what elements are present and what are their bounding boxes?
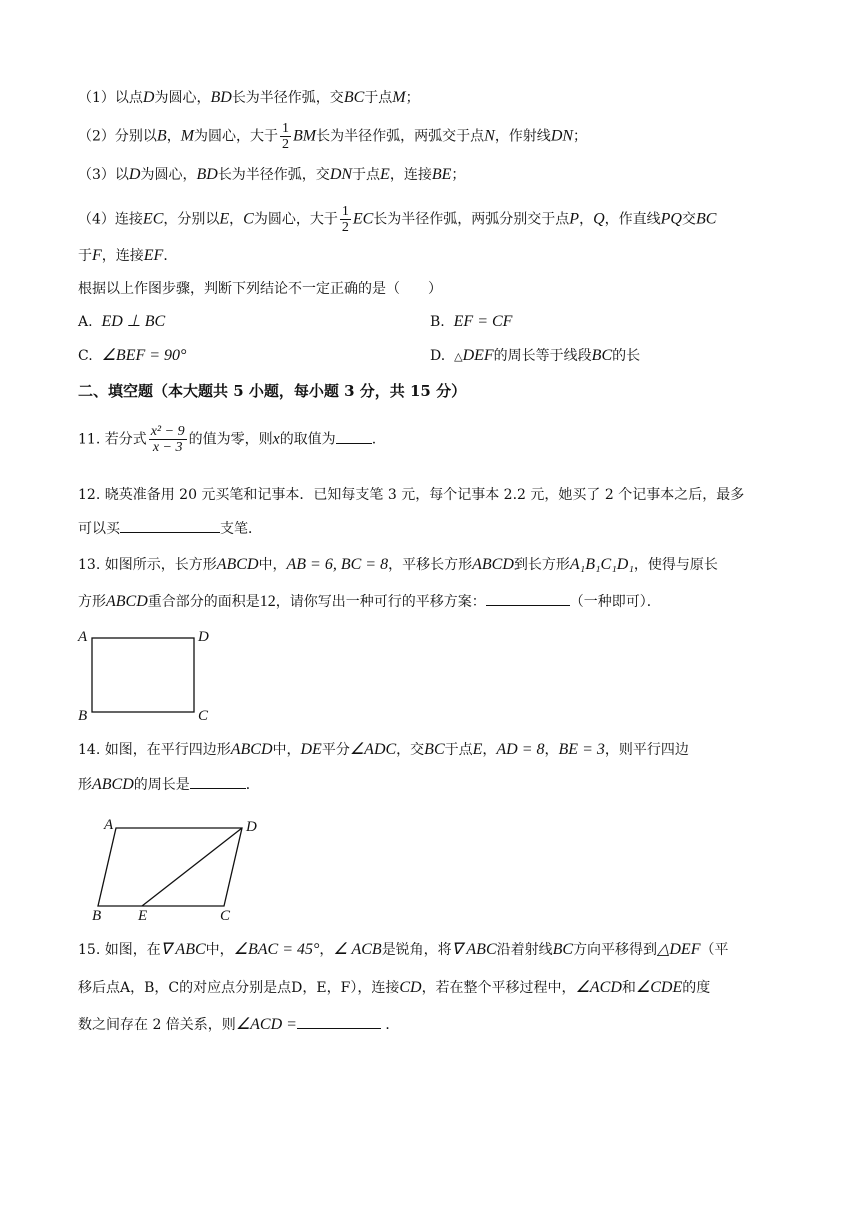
parallelogram-figure xyxy=(86,816,276,926)
option-a: A. ED ⊥ BC xyxy=(78,313,166,330)
rectangle-figure xyxy=(74,626,224,726)
option-d: D. △DEF的周长等于线段BC的长 xyxy=(430,347,641,364)
fraction-half: $\frac{1}{2}$ xyxy=(341,204,349,235)
fraction-half: $\frac{1}{2}$ xyxy=(282,121,290,152)
label-a: A xyxy=(78,629,88,645)
q12-line-2: 可以买 支笔． xyxy=(78,518,262,539)
q14-line-1: 14. 如图，在平行四边形ABCD中，DE平分∠ADC，交BC于点E，AD = 8，BE = 3，则平行四边 xyxy=(78,741,689,758)
step-3: （3）以D为圆心，BD长为半径作弧，交DN于点E，连接BE； xyxy=(78,166,466,183)
q15-line-1: 15. 如图，在∇ ABC中，∠BAC = 45°，∠ ACB是锐角，将∇ ABC沿着射线BC方向平移得到△DEF（平 xyxy=(78,941,729,958)
q11: 11. 若分式 $\frac{\text{x² − 9}}{x - 3}$ 的值为零，则x的取值为 . xyxy=(78,424,377,455)
answer-blank xyxy=(297,1014,381,1029)
q15-line-3: 数之间存在 2 倍关系，则∠ACD = ． xyxy=(78,1016,400,1033)
q14-line-2: 形ABCD的周长是 ． xyxy=(78,776,260,793)
label-a: A xyxy=(104,817,114,833)
section-heading: 二、填空题（本大题共 5 小题，每小题 3 分，共 15 分） xyxy=(78,382,467,400)
step-4-line-1: （4）连接EC，分别以E，C为圆心，大于 $\frac{1}{2}$ EC长为半径作弧，两弧分别交于点P，Q，作直线PQ交BC xyxy=(78,204,717,235)
step-1: （1）以点D为圆心，BD长为半径作弧，交BC于点M； xyxy=(78,89,420,106)
answer-blank xyxy=(120,518,220,533)
label-e: E xyxy=(138,908,148,924)
fraction-expression: $\frac{\text{x² − 9}}{x - 3}$ xyxy=(150,424,185,455)
answer-blank xyxy=(336,429,372,444)
q13-line-2: 方形ABCD重合部分的面积是12，请你写出一种可行的平移方案： （一种即可）． xyxy=(78,593,661,610)
q13-line-1: 13. 如图所示，长方形ABCD中，AB = 6, BC = 8，平移长方形ABCD到长方形A₁B₁C₁D₁，使得与原长 xyxy=(78,556,718,573)
answer-blank xyxy=(486,591,570,606)
q15-line-2: 移后点A，B，C的对应点分别是点D，E，F），连接CD，若在整个平移过程中，∠ACD和∠CDE的度 xyxy=(78,979,711,996)
step-4-line-2: 于F，连接EF． xyxy=(78,247,178,264)
label-b: B xyxy=(92,908,102,924)
label-d: D xyxy=(246,819,257,835)
option-b: B. EF = CF xyxy=(430,313,513,330)
label-c: C xyxy=(198,708,209,724)
step-2: （2）分别以B，M为圆心，大于 $\frac{1}{2}$ BM长为半径作弧，两弧交于点N，作射线DN； xyxy=(78,121,588,152)
label-d: D xyxy=(198,629,209,645)
q12-line-1: 12. 晓英准备用 20 元买笔和记事本．已知每支笔 3 元，每个记事本 2.2 元，她买了 2 个记事本之后，最多 xyxy=(78,487,745,503)
label-c: C xyxy=(220,908,231,924)
option-c: C. ∠BEF = 90° xyxy=(78,347,187,364)
answer-blank xyxy=(190,774,246,789)
q10-prompt: 根据以上作图步骤，判断下列结论不一定正确的是（ ） xyxy=(78,281,442,297)
label-b: B xyxy=(78,708,88,724)
